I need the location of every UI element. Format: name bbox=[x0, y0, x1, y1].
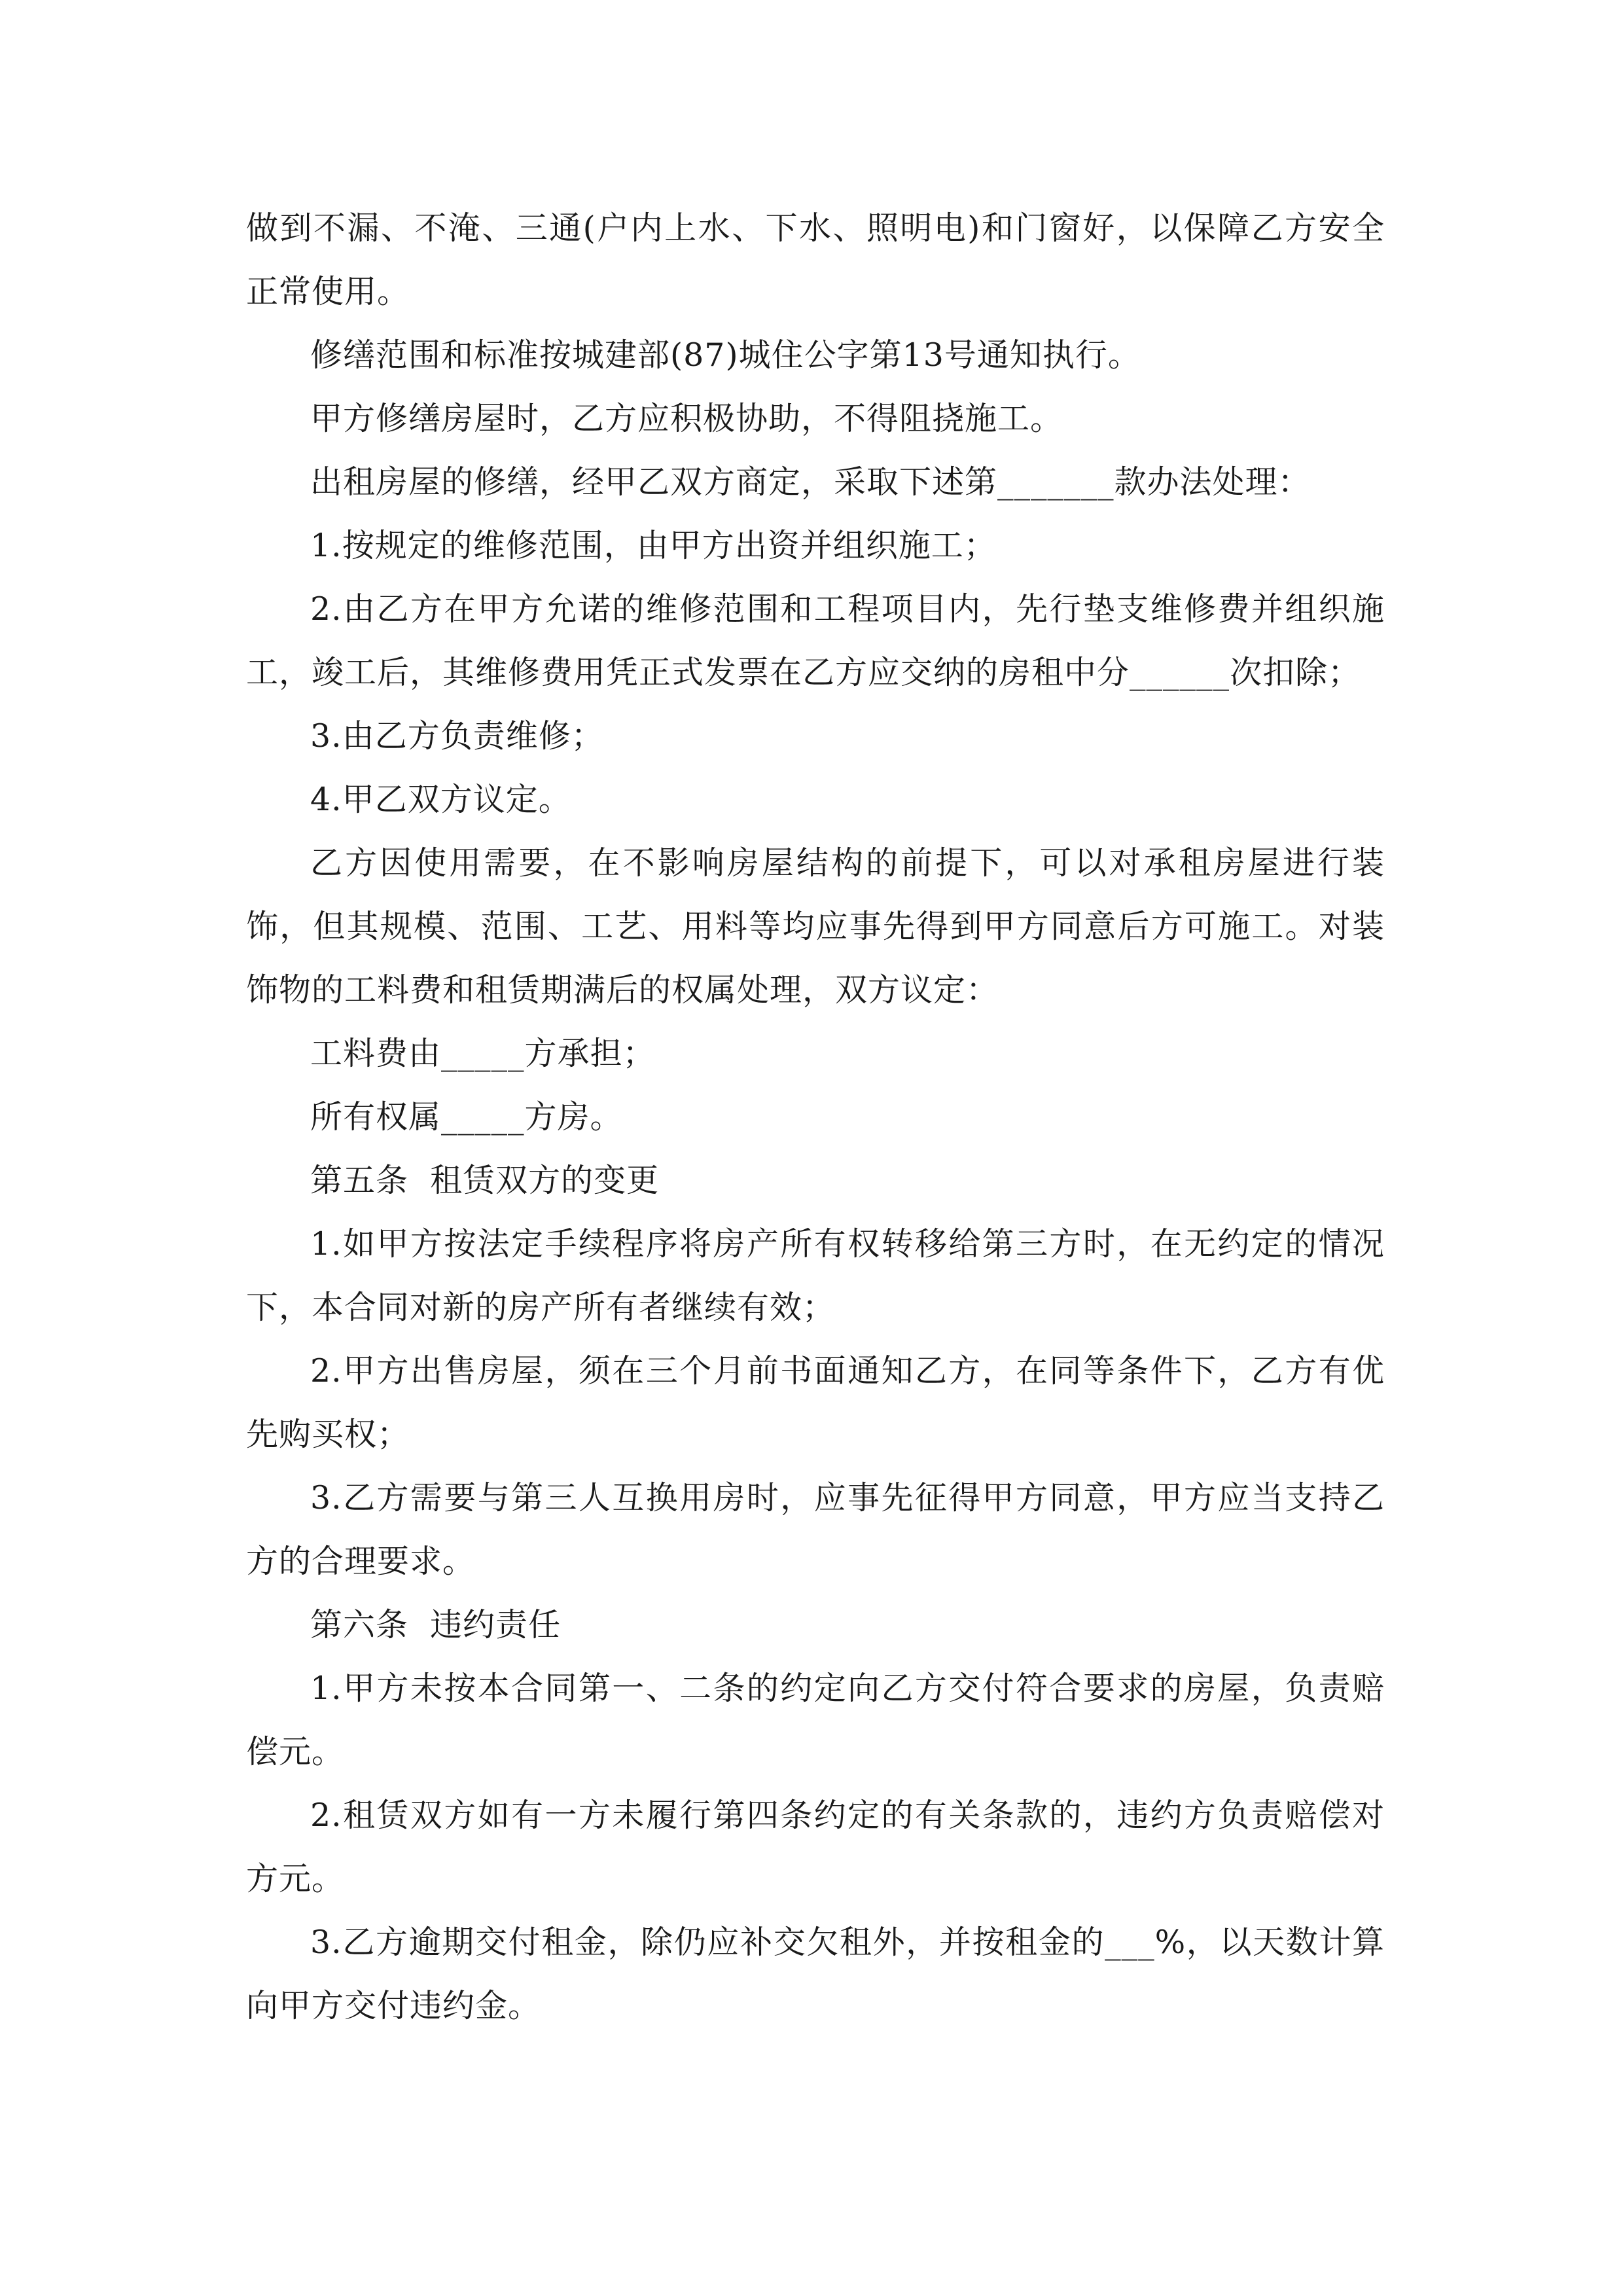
paragraph: 甲方修缮房屋时，乙方应积极协助，不得阻挠施工。 bbox=[310, 400, 1063, 437]
paragraph: 修缮范围和标准按城建部(87)城住公字第13号通知执行。 bbox=[310, 336, 1141, 374]
list-item: 1.如甲方按法定手续程序将房产所有权转移给第三方时，在无约定的情况下，本合同对新的房产所有者继续有效； bbox=[246, 1225, 1385, 1326]
paragraph: 做到不漏、不淹、三通(户内上水、下水、照明电)和门窗好，以保障乙方安全正常使用。 bbox=[246, 209, 1385, 310]
document-body bbox=[246, 196, 1385, 2037]
list-item: 2.由乙方在甲方允诺的维修范围和工程项目内，先行垫支维修费并组织施工，竣工后，其维修费用凭正式发票在乙方应交纳的房租中分______次扣除； bbox=[246, 590, 1385, 691]
list-item: 3.乙方需要与第三人互换用房时，应事先征得甲方同意，甲方应当支持乙方的合理要求。 bbox=[246, 1479, 1385, 1580]
paragraph: 乙方因使用需要，在不影响房屋结构的前提下，可以对承租房屋进行装饰，但其规模、范围、工艺、用料等均应事先得到甲方同意后方可施工。对装饰物的工料费和租赁期满后的权属处理，双方议定： bbox=[246, 844, 1385, 1009]
list-item: 3.由乙方负责维修； bbox=[310, 717, 604, 755]
list-item: 2.租赁双方如有一方未履行第四条约定的有关条款的，违约方负责赔偿对方元。 bbox=[246, 1797, 1385, 1897]
list-item: 3.乙方逾期交付租金，除仍应补交欠租外，并按租金的___%，以天数计算向甲方交付违约金。 bbox=[246, 1924, 1385, 2024]
section-heading: 第五条 租赁双方的变更 bbox=[310, 1162, 660, 1199]
paragraph: 出租房屋的修缮，经甲乙双方商定，采取下述第_______款办法处理： bbox=[310, 463, 1311, 501]
list-item: 4.甲乙双方议定。 bbox=[310, 781, 571, 818]
paragraph: 工料费由_____方承担； bbox=[310, 1035, 656, 1072]
list-item: 1.甲方未按本合同第一、二条的约定向乙方交付符合要求的房屋，负责赔偿元。 bbox=[246, 1670, 1385, 1770]
section-heading: 第六条 违约责任 bbox=[310, 1606, 562, 1643]
list-item: 1.按规定的维修范围，由甲方出资并组织施工； bbox=[310, 527, 997, 564]
list-item: 2.甲方出售房屋，须在三个月前书面通知乙方，在同等条件下，乙方有优先购买权； bbox=[246, 1352, 1385, 1453]
paragraph: 所有权属_____方房。 bbox=[310, 1098, 623, 1136]
